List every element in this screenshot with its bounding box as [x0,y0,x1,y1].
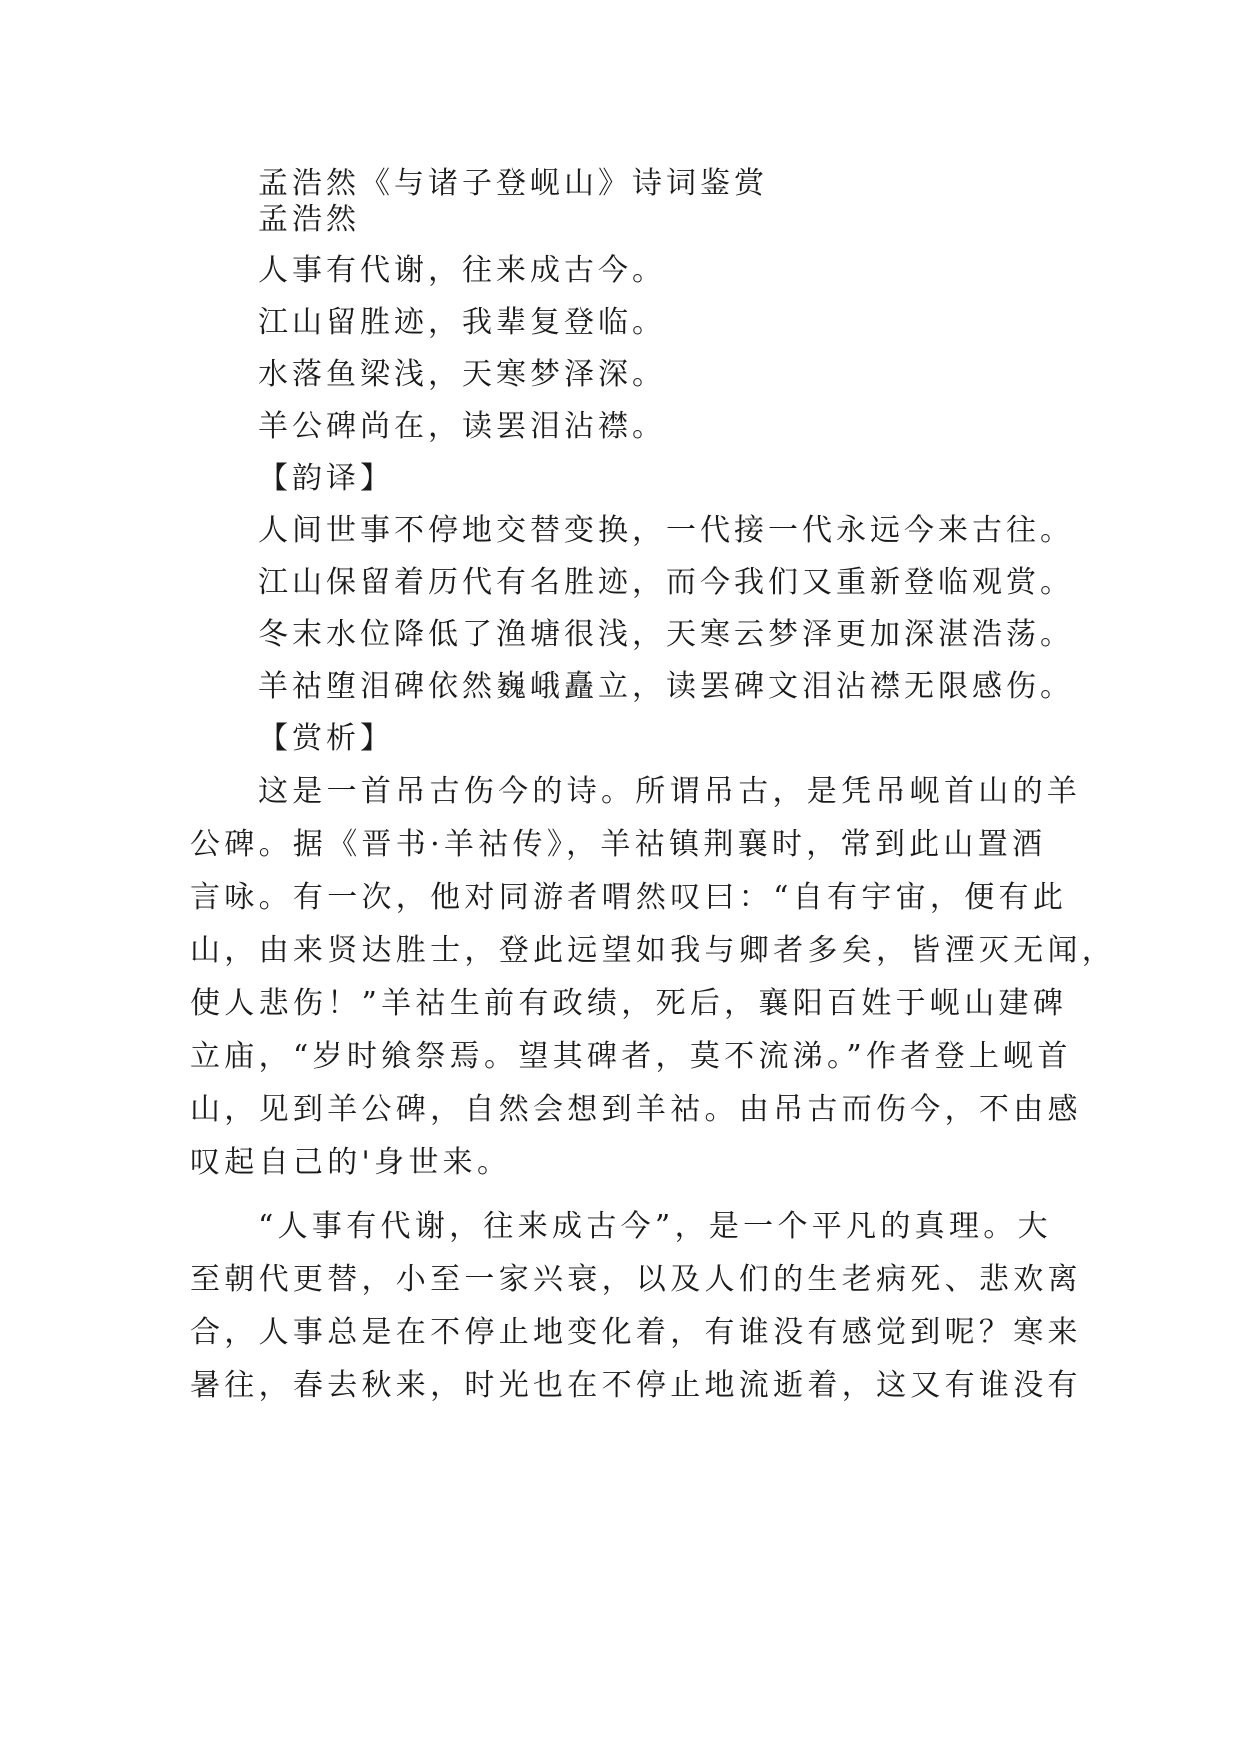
analysis-line: 使人悲伤！”羊祜生前有政绩，死后，襄阳百姓于岘山建碑 [190,986,1068,1021]
document-title: 孟浩然《与诸子登岘山》诗词鉴赏 [258,166,768,201]
translation-line: 人间世事不停地交替变换，一代接一代永远今来古往。 [258,513,1074,548]
translation-line: 冬末水位降低了渔塘很浅，天寒云梦泽更加深湛浩荡。 [258,617,1074,652]
analysis-line: 山，由来贤达胜士，登此远望如我与卿者多矣，皆湮灭无闻， [190,933,1117,968]
poem-line: 羊公碑尚在，读罢泪沾襟。 [258,409,666,444]
analysis-line: 至朝代更替，小至一家兴衰，以及人们的生老病死、悲欢离 [190,1262,1082,1297]
analysis-line: 叹起自己的'身世来。 [190,1145,512,1180]
poem-line: 水落鱼梁浅，天寒梦泽深。 [258,357,666,392]
analysis-line: 暑往，春去秋来，时光也在不停止地流逝着，这又有谁没有 [190,1368,1082,1403]
analysis-line: “人事有代谢，往来成古今”，是一个平凡的真理。大 [258,1209,1052,1244]
analysis-line: 公碑。据《晋书·羊祜传》，羊祜镇荆襄时，常到此山置酒 [190,827,1047,862]
translation-line: 江山保留着历代有名胜迹，而今我们又重新登临观赏。 [258,565,1074,600]
poem-line: 人事有代谢，往来成古今。 [258,253,666,288]
analysis-line: 立庙，“岁时飨祭焉。望其碑者，莫不流涕。”作者登上岘首 [190,1039,1072,1074]
translation-line: 羊祜堕泪碑依然巍峨矗立，读罢碑文泪沾襟无限感伤。 [258,669,1074,704]
analysis-line: 山，见到羊公碑，自然会想到羊祜。由吊古而伤今，不由感 [190,1092,1082,1127]
analysis-heading: 【赏析】 [258,721,394,756]
author-line: 孟浩然 [258,202,360,237]
analysis-line: 言咏。有一次，他对同游者喟然叹曰：“自有宇宙，便有此 [190,880,1068,915]
poem-line: 江山留胜迹，我辈复登临。 [258,305,666,340]
analysis-line: 这是一首吊古伤今的诗。所谓吊古，是凭吊岘首山的羊 [258,774,1082,809]
analysis-line: 合，人事总是在不停止地变化着，有谁没有感觉到呢？寒来 [190,1315,1082,1350]
translation-heading: 【韵译】 [258,461,394,496]
